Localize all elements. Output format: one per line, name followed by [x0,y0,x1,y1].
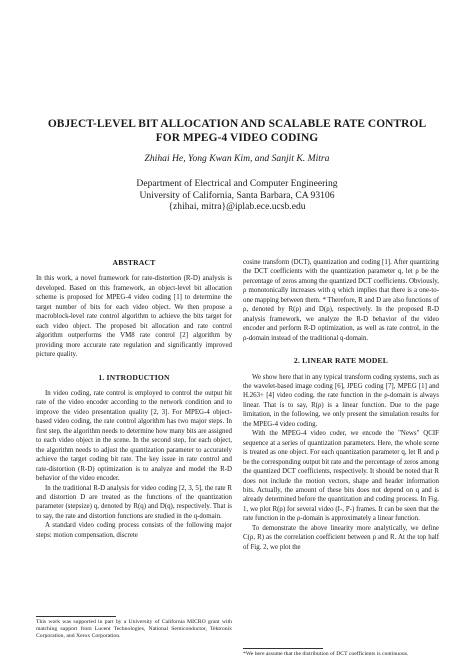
affiliation-university: University of California, Santa Barbara, CA 93106 [139,189,335,201]
footnote-rule-left [36,616,116,617]
title-line-1: OBJECT-LEVEL BIT ALLOCATION AND SCALABLE RATE CONTROL [47,118,427,130]
affiliation-block [0,178,474,213]
author-list: Zhihai He, Yong Kwan Kim, and Sanjit K. Mitra [144,153,330,164]
intro-paragraph-2: In the traditional R-D analysis for video coding [2, 3, 5], the rate R and distortion D are treated as the functions of the quantization parameter (stepsize) q, denoted by R(q) and D(q), respectively. That is to say, the rate and distortion functions are studied in the q-domain. [36,484,232,520]
right-paragraph-3: With the MPEG-4 video coder, we encode the "News" QCIF sequence at a series of quantization parameters. Here, the whole scene is treated as one object. For each quantization parameter q, let R and ρ be the corresponding output bit rate and the percentage of zeros among the quantized DCT coefficients, respectively. It should be noted that R does not include the motion vectors, shape and header information bits. Actually, the amount of these bits does not depend on q and is already determined before the quantization and coding process. In Fig. 1, we plot R(ρ) for several video (I-, P-) frames. It can be seen that the rate function in the ρ-domain is approximately a linear function. [243,430,439,523]
footnote-rule-right [243,648,323,649]
funding-footnote: This work was supported in part by a University of California MICRO grant with matching support from Lucent Technologies, National Semiconductor, Tektronix Corporation, and Xerox Corporation. [36,619,232,640]
right-paragraph-1: cosine transform (DCT), quantization and coding [1]. After quantizing the DCT coefficients with the quantization parameter q, let ρ be the percentage of zeros among the quantized DCT coefficients. Obviously, ρ monotonically increases with q which implies that there is a one-to-one mapping between them. * Therefore, R and D are also functions of ρ, denoted by R(ρ) and D(ρ), respectively. In the proposed R-D analysis framework, we analyze the R-D behavior of the video encoder and perform R-D optimization, as well as rate control, in the ρ-domain instead of the traditional q-domain. [243,259,439,342]
intro-heading: 1. INTRODUCTION [98,372,170,382]
intro-paragraph-3: A standard video coding process consists of the following major steps: motion compensation, discrete [36,522,232,539]
title-line-2: FOR MPEG-4 VIDEO CODING [155,131,319,144]
left-footnote [36,610,232,641]
abstract-text: In this work, a novel framework for rate-distortion (R-D) analysis is developed. Based on this framework, an object-level bit allocation scheme is proposed for MPEG-4 video coding [1] to determine the target number of bits for each video object. We then propose a macroblock-level rate control algorithm to achieve the bits target for each video object. The proposed bit allocation and rate control algorithm outperforms the VM8 rate control [2] algorithm by providing more accurate rate regulation and significantly improved picture quality. [36,275,232,359]
affiliation-department: Department of Electrical and Computer Engineering [136,178,338,189]
affiliation-email: {zhihai, mitra}@iplab.ece.ucsb.edu [168,201,306,213]
dct-footnote: *We here assume that the distribution of DCT coefficients is continuous. [243,651,409,657]
linear-rate-model-heading: 2. LINEAR RATE MODEL [293,356,389,366]
left-column [36,258,232,540]
right-footnote [243,642,439,658]
right-paragraph-4: To demonstrate the above linearity more analytically, we define C(ρ, R) as the correlation coefficient between ρ and R. At the top half of Fig. 2, we plot the [243,524,439,551]
right-paragraph-2: We show here that in any typical transform coding systems, such as the wavelet-based image coding [6], JPEG coding [7], MPEG [1] and H.263+ [4] video coding, the rate function in the ρ-domain is always linear. That is to say, R(ρ) is a linear function. Due to the page limitation, in the following, we only present the simulation results for the MPEG-4 video coding. [243,373,439,428]
right-column [243,258,439,552]
paper-title [0,118,474,145]
abstract-heading: ABSTRACT [112,258,156,267]
intro-paragraph-1: In video coding, rate control is employed to control the output bit rate of the video encoder according to the network condition and to improve the video presentation quality [2, 3]. For MPEG-4 object-based video coding, the rate control algorithm has two major steps. In first step, the algorithm needs to determine how many bits are assigned to each video object in the scene. In the second step, for each object, the algorithm needs to adjust the quantization parameter to accurately achieve the target coding bit rate. The key issue in rate control and rate-distortion (R-D) optimization is to analyze and model the R-D behavior of the video encoder. [36,389,232,483]
